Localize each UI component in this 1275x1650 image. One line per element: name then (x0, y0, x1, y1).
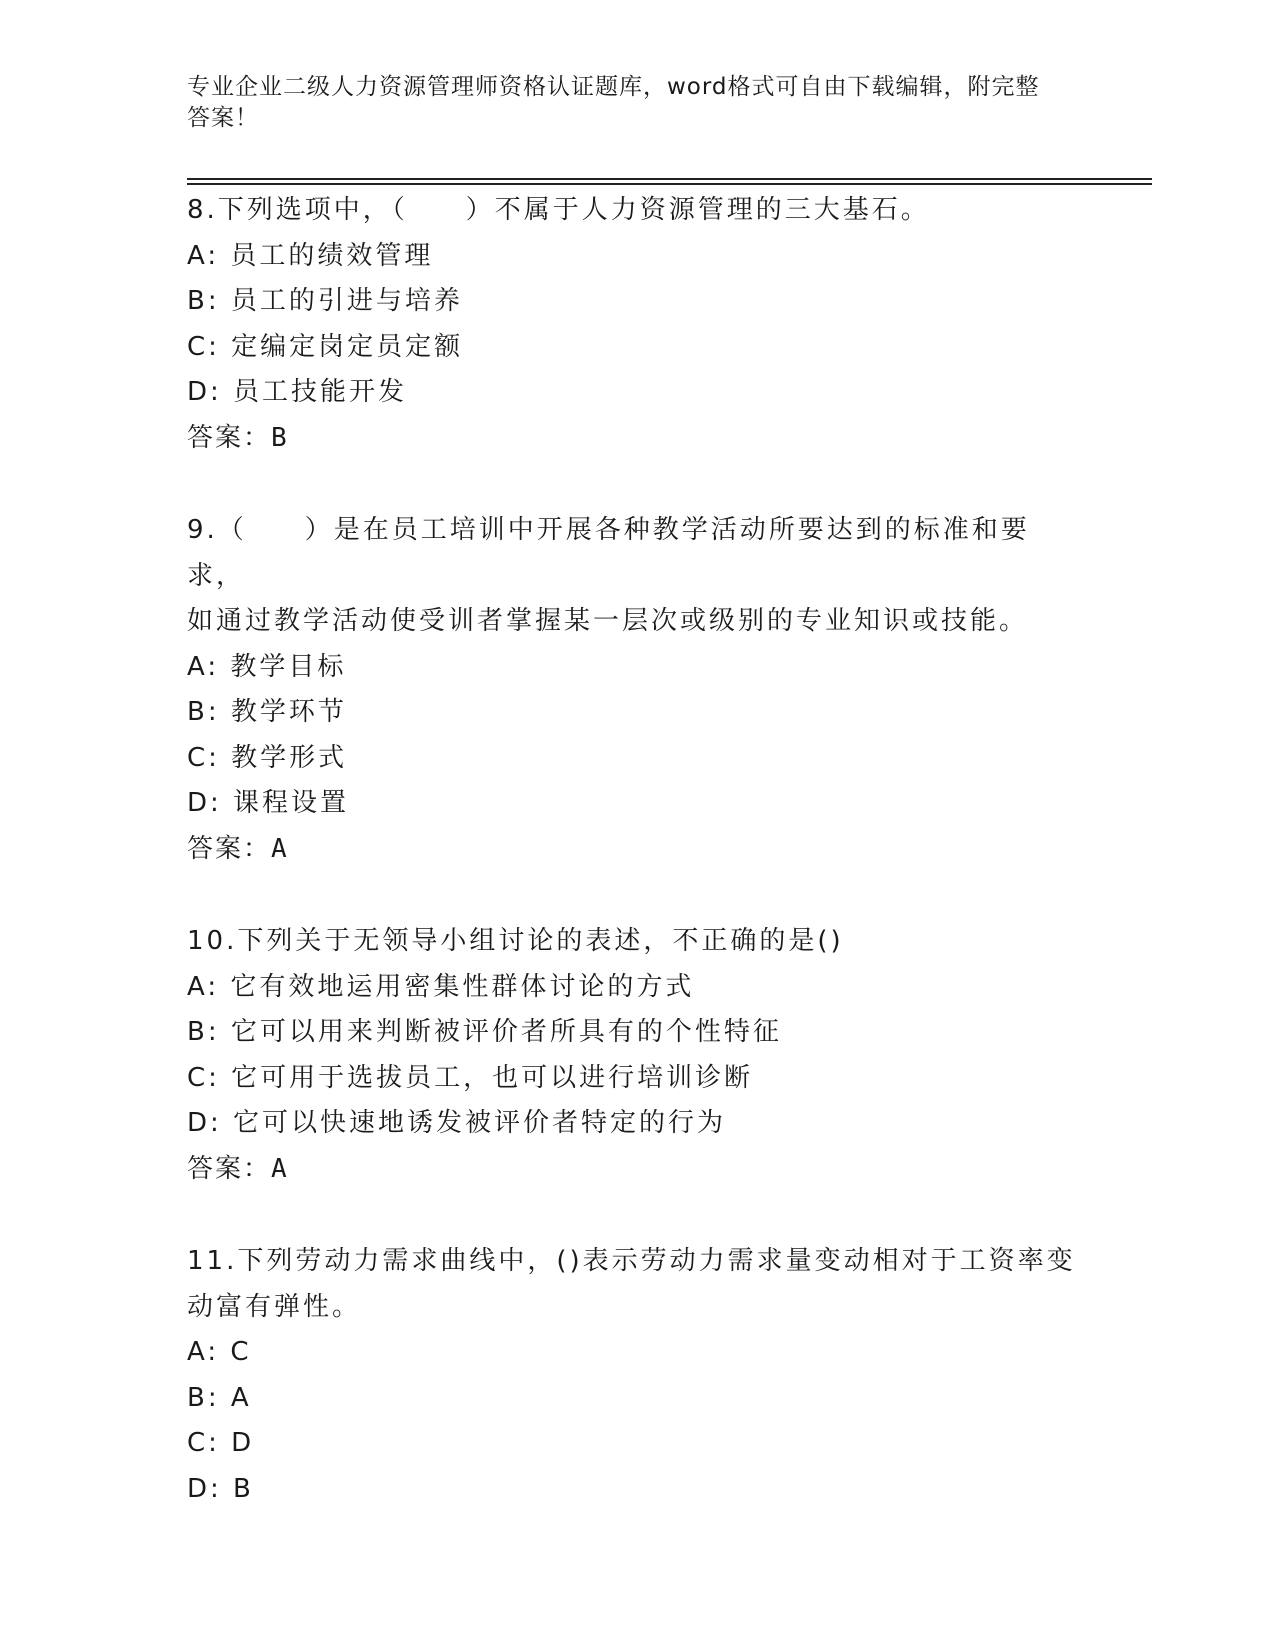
question-text: 10.下列关于无领导小组讨论的表述，不正确的是() (187, 926, 844, 956)
option-c: C: 教学形式 (187, 742, 348, 773)
document-header (187, 72, 1087, 134)
header-divider-bottom (187, 183, 1152, 185)
answer-label: 答案： (187, 422, 272, 453)
question-list (187, 188, 1087, 1559)
question-text: 11.下列劳动力需求曲线中，()表示劳动力需求量变动相对于工资率变 (187, 1246, 1076, 1276)
option-a: A: C (187, 1337, 252, 1367)
answer-label: 答案： (187, 1153, 272, 1184)
answer-value: A (271, 1153, 289, 1184)
answer-value: A (271, 833, 289, 864)
header-line-1: 专业企业二级人力资源管理师资格认证题库，word格式可自由下载编辑，附完整 (187, 74, 1040, 100)
option-b: B: 教学环节 (187, 697, 347, 727)
option-c: C: D (187, 1428, 255, 1458)
question-text: 8.下列选项中，（ ）不属于人力资源管理的三大基石。 (187, 195, 930, 225)
option-d: D: 员工技能开发 (187, 377, 408, 407)
answer-line (187, 416, 1087, 462)
option-c: C: 它可用于选拔员工，也可以进行培训诊断 (187, 1062, 754, 1093)
question-10 (187, 919, 1087, 1192)
answer-value: B (271, 422, 289, 453)
option-a: A: 它有效地运用密集性群体讨论的方式 (187, 971, 695, 1002)
option-d: D: 课程设置 (187, 788, 350, 818)
question-text-continued: 动富有弹性。 (187, 1291, 362, 1322)
option-b: B: 它可以用来判断被评价者所具有的个性特征 (187, 1017, 782, 1047)
answer-label: 答案： (187, 833, 272, 864)
question-11 (187, 1239, 1087, 1512)
question-8 (187, 188, 1087, 461)
answer-line (187, 1147, 1087, 1193)
question-text-continued: 如通过教学活动使受训者掌握某一层次或级别的专业知识或技能。 (187, 606, 1029, 636)
option-d: D: B (187, 1473, 254, 1504)
header-line-2: 答案！ (187, 105, 259, 131)
option-c: C: 定编定岗定员定额 (187, 331, 464, 362)
question-text: 9.（ ）是在员工培训中开展各种教学活动所要达到的标准和要求， (187, 515, 1030, 591)
answer-line (187, 827, 1087, 873)
option-a: A: 员工的绩效管理 (187, 240, 434, 271)
option-a: A: 教学目标 (187, 651, 347, 682)
option-b: B: 员工的引进与培养 (187, 286, 463, 316)
option-b: B: A (187, 1382, 252, 1413)
header-divider-top (187, 178, 1152, 180)
option-d: D: 它可以快速地诱发被评价者特定的行为 (187, 1108, 727, 1138)
question-9 (187, 508, 1087, 872)
